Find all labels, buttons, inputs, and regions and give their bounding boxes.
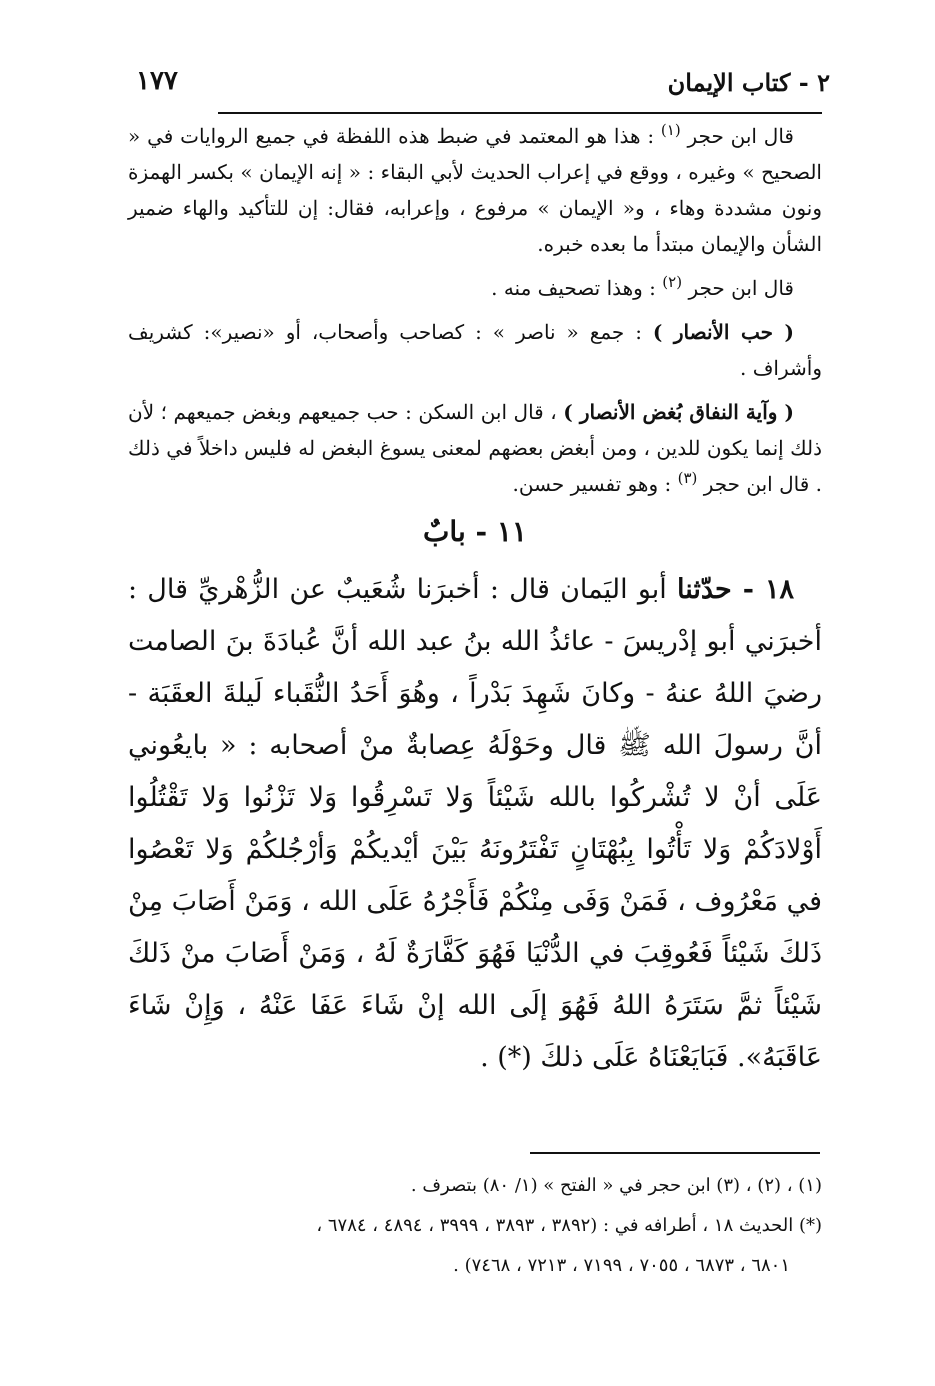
header-rule [218,112,822,114]
footnote-2: (*) الحديث ١٨ ، أطرافه في : (٣٨٩٢ ، ٣٨٩٣ ، ٣٩٩٩ ، ٤٨٩٤ ، ٦٧٨٤ ، [316,1215,822,1236]
commentary-paragraph-4 [128,394,822,502]
footnote-1: (١) ، (٢) ، (٣) ابن حجر في « الفتح » (١/ ٨٠) بتصرف . [410,1175,822,1196]
lemma-heading: ( وآية النفاق بُغض الأنصار ) [563,400,795,424]
footnote-ref-2[interactable]: (٢) [662,273,683,291]
running-head: ٢ - كتاب الإيمان [667,68,830,97]
paragraph-text: ، قال ابن السكن : حب جميعهم وبغض جميعهم ؛ لأن ذلك إنما يكون للدين ، ومن أبغض بعضهم لمعنى يسوغ البغض له فليس داخلاً في ذلك . قال ابن حجر [128,400,822,496]
commentary-paragraph-3 [128,314,822,386]
main-text [128,118,822,1084]
paragraph-text: : وهذا تصحيف منه . [491,276,656,300]
commentary-paragraph-1 [128,118,822,262]
commentary-paragraph-2 [128,270,822,306]
paragraph-text: : هذا هو المعتمد في ضبط هذه اللفظة في جميع الروايات في « الصحيح » وغيره ، ووقع في إعراب الحديث لأبي البقاء : « إنه الإيمان » بكسر الهمزة ونون مشددة وهاء ، و« الإيمان » مرفوع ، وإعرابه، فقال: إن للتأكيد والهاء ضمير الشأن والإيمان مبتدأ ما بعده خبره. [128,124,822,256]
page-number: ١٧٧ [136,66,178,96]
footnotes [128,1166,822,1286]
hadith-number: ١٨ - حدّثنا [676,574,794,605]
lemma-heading: ( حب الأنصار ) [652,320,794,344]
footnote-2-continuation: ٦٨٠١ ، ٦٨٧٣ ، ٧٠٥٥ ، ٧١٩٩ ، ٧٢١٣ ، ٧٤٦٨) . [453,1255,790,1276]
footnote-rule [530,1152,820,1154]
hadith-body: أبو اليَمان قال : أخبرَنا شُعَيبٌ عن الزُّهْريِّ قال : أخبرَني أبو إدْريسَ - عائذُ الله بنُ عبد الله أنَّ عُبادَةَ بنَ الصامت رضيَ اللهُ عنهُ - وكانَ شَهِدَ بَدْراً ، وهُوَ أَحَدُ النُّقَباء لَيلةَ العقَبَة - أنَّ رسولَ الله ﷺ قال وحَوْلَهُ عِصابةٌ منْ أصحابه : « بايعُوني عَلَى أنْ لا تُشْركُوا بالله شَيْئاً وَلا تَسْرِقُوا وَلا تَزْنُوا وَلا تَقْتُلُوا أَوْلادَكُمْ وَلا تَأْتُوا بِبُهْتَانٍ تَفْتَرُونَهُ بَيْنَ أيْديكُمْ وَأرْجُلكُمْ وَلا تَعْصُوا في مَعْرُوف ، فَمَنْ وَفَى مِنْكُمْ فَأَجْرُهُ عَلَى الله ، وَمَنْ أَصَابَ مِنْ ذَلكَ شَيْئاً فَعُوقِبَ في الدُّنْيَا فَهُوَ كَفَّارَةٌ لَهُ ، وَمَنْ أَصَابَ منْ ذَلكَ شَيْئاً ثمَّ سَتَرَهُ اللهُ فَهُوَ إلَى الله إنْ شَاءَ عَفَا عَنْهُ ، وَإِنْ شَاءَ عَاقَبَهُ». فَبَايَعْنَاهُ عَلَى ذلكَ (*) . [128,574,823,1073]
page-header [130,66,830,106]
hadith-text [128,564,822,1084]
footnote-ref-1[interactable]: (١) [660,121,681,139]
paragraph-text: قال ابن حجر [688,276,794,300]
paragraph-text: قال ابن حجر [687,124,794,148]
chapter-heading: ١١ - بابٌ [423,515,527,548]
paragraph-text: : وهو تفسير حسن. [512,472,672,496]
paragraph-text: : جمع « ناصر » : كصاحب وأصحاب، أو «نصير»: كشريف وأشراف . [128,320,822,380]
footnote-ref-3[interactable]: (٣) [677,469,698,487]
